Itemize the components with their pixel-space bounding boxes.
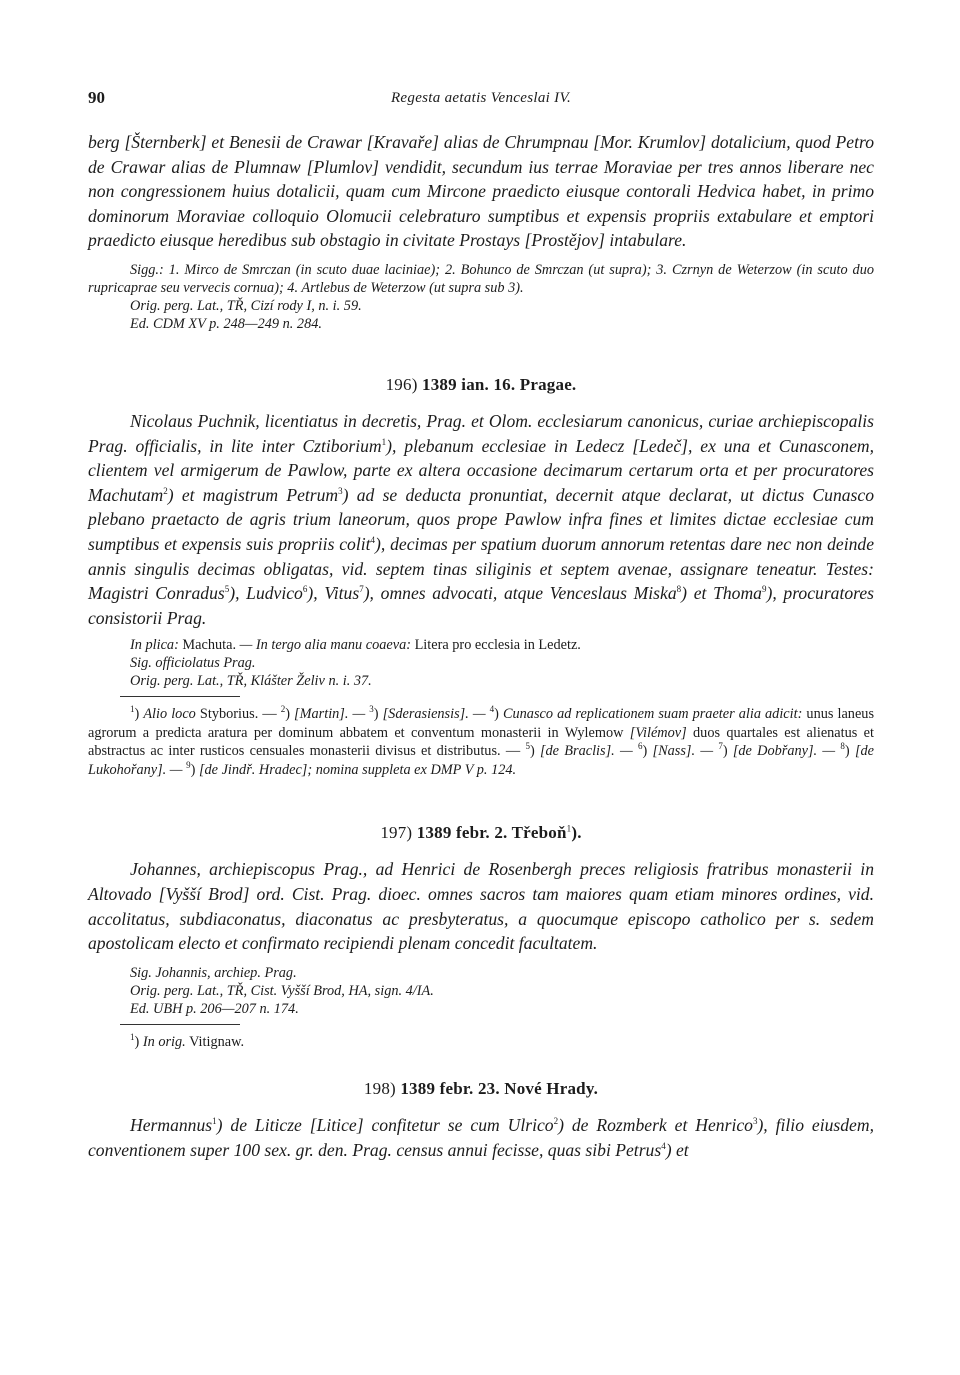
original-note: Orig. perg. Lat., TŘ, Klášter Želiv n. i. 37.: [130, 673, 372, 690]
entry-date: 1389 febr. 2. Třeboň: [416, 823, 567, 843]
edition-note: Ed. CDM XV p. 248—249 n. 284.: [130, 315, 322, 332]
entry-heading-198: [88, 1079, 874, 1099]
entry-heading-196: [88, 375, 874, 395]
continuation-paragraph: berg [Šternberk] et Benesii de Crawar [Kravaře] alias de Chrumpnau [Mor. Krumlov] dotalicium, quod Petro de Crawar alias de Plumnaw [Plumlov] vendidit, secundum ius terrae Moraviae per tres annos liberare nec non congressionem huius dotalicii, quam cum Mircone praedicto eiusque contorali Hedvica habet, in primo dominorum Moraviae colloquio Olomucii celebraturo sumptibus et expensis propriis extabulare et emptori praedicto eiusque heredibus sub obstagio in civitate Prostays [Prostějov] intabulare.: [88, 132, 874, 251]
entry-197-notes: [88, 964, 874, 1018]
page-number: 90: [88, 88, 105, 107]
footnote-divider: [120, 1024, 240, 1025]
original-note: Orig. perg. Lat., TŘ, Cizí rody I, n. i. 59.: [130, 297, 362, 314]
entry-number: 197): [380, 823, 413, 843]
entry-198-body: Hermannus$^1$) de Liticze [Litice] confitetur se cum Ulrico$^2$) de Rozmberk et Henrico$^3$), filio eiusdem, conventionem super 100 sex. gr. den. Prag. census annui fecisse, quas sibi Petrus$^4$) et: [88, 1115, 874, 1160]
entry-196-notes: [88, 636, 874, 690]
original-note: Orig. perg. Lat., TŘ, Cist. Vyšší Brod, HA, sign. 4/IA.: [130, 982, 434, 999]
entry-date: 1389 ian. 16. Pragae.: [422, 374, 577, 394]
seals-note: Sigg.: 1. Mirco de Smrczan (in scuto duae laciniae); 2. Bohunco de Smrczan (ut supra); 3. Czrnyn de Weterzow (in scuto duo rupricaprae seu vervecis cornua); 4. Artlebus de Weterzow (ut supra sub 3).: [88, 261, 874, 296]
entry-number: 198): [363, 1079, 396, 1099]
footnote-divider: [120, 696, 240, 697]
running-head: [88, 88, 874, 112]
entry-197-body: Johannes, archiepiscopus Prag., ad Henrici de Rosenbergh preces religiosis fratribus monasterii in Altovado [Vyšší Brod] ord. Cist. Prag. dioec. omnes sacros tam maiores quam etiam minores ordines, vid. accolitatus, subdiaconatus, diaconatus ac presbyteratus, a quocumque episcopo catholico per s. sedem apostolicam electo et confirmato recipiendi plenam concedit facultatem.: [88, 859, 874, 954]
running-title: Regesta aetatis Venceslai IV.: [390, 90, 572, 106]
entry-196-footnotes: $^1$) Alio loco Styborius. — $^2$) [Martin]. — $^3$) [Sderasiensis]. — $^4$) Cunasco ad replicationem suam praeter alia adicit: unus laneus agrorum a predicta aratura per dominum abbatem et conventum monasterii in Wylemow [Vilémov] duos quartales est alienatus et abstractus ac inter rusticos censuales monasterii divisus et distributus. — $^5$) [de Braclis]. — $^6$) [Nass]. — $^7$) [de Dobřany]. — $^8$) [de Lukohořany]. — $^9$) [de Jindř. Hradec]; nomina suppleta ex DMP V p. 124.: [88, 704, 875, 778]
continuation-notes: [88, 261, 874, 333]
entry-number: 196): [385, 374, 418, 394]
page-body: [88, 130, 874, 1162]
seal-note: Sig. officiolatus Prag.: [130, 655, 256, 672]
entry-date: 1389 febr. 23. Nové Hrady.: [400, 1079, 599, 1099]
entry-heading-197: 197) 1389 febr. 2. Třeboň$^1$).: [380, 823, 582, 843]
entry-196-body: Nicolaus Puchnik, licentiatus in decretis, Prag. et Olom. ecclesiarum canonicus, curiae archiepiscopalis Prag. officialis, in lite inter Cztiborium$^1$), plebanum ecclesiae in Ledecz [Ledeč], ex una et Cunasconem, clientem vel armigerum de Pawlow, parte ex altera occasione decimarum certarum orta et per procuratores Machutam$^2$) et magistrum Petrum$^3$) ad se deducta pronuntiat, decernit atque declarat, ut dictus Cunasco plebano praetacto de agris trium laneorum, quos prope Pawlow infra fines et limites dictae ecclesiae cum sumptibus et expensis suis propriis colit$^4$), decimas per spatium duorum annorum retentas dare nec non deinde annis singulis decimas obligatas, vid. septem tinas siliginis et septem avenae, assignare teneatur. Testes: Magistri Conradus$^5$), Ludvico$^6$), Vitus$^7$), omnes advocati, atque Venceslaus Miska$^8$) et Thoma$^9$), procuratores consistorii Prag.: [88, 410, 874, 628]
entry-197-footnote: $^1$) In orig. Vitignaw.: [130, 1031, 245, 1050]
seal-note: Sig. Johannis, archiep. Prag.: [130, 964, 297, 981]
plica-note: In plica: Machuta. — In tergo alia manu coaeva: Litera pro ecclesia in Ledetz.: [130, 637, 581, 654]
edition-note: Ed. UBH p. 206—207 n. 174.: [130, 1000, 299, 1017]
